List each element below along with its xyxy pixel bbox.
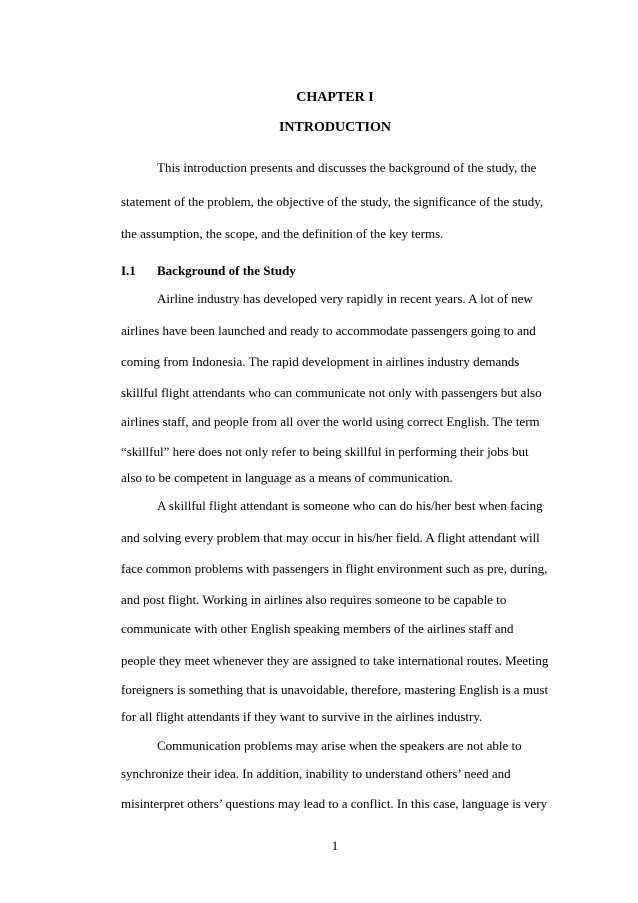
paragraph-line: also to be competent in language as a means of communication. — [121, 470, 453, 485]
paragraph-line: people they meet whenever they are assigned to take international routes. Meeting — [121, 653, 549, 668]
section-title: Background of the Study — [157, 263, 296, 278]
paragraph-line: coming from Indonesia. The rapid development in airlines industry demands — [121, 354, 520, 369]
paragraph-line: synchronize their idea. In addition, inability to understand others’ need and — [121, 766, 511, 781]
paragraph-line: “skillful” here does not only refer to being skillful in performing their jobs but — [121, 444, 529, 459]
paragraph-line: A skillful flight attendant is someone who can do his/her best when facing — [157, 498, 543, 513]
intro-line: the assumption, the scope, and the definition of the key terms. — [121, 226, 444, 241]
page-number: 1 — [331, 838, 339, 853]
chapter-label: CHAPTER I — [296, 90, 374, 105]
paragraph-line: and post flight. Working in airlines also requires someone to be capable to — [121, 592, 507, 607]
paragraph-line: for all flight attendants if they want to survive in the airlines industry. — [121, 709, 483, 724]
paragraph-line: and solving every problem that may occur in his/her field. A flight attendant will — [121, 530, 540, 545]
paragraph-line: foreigners is something that is unavoidable, therefore, mastering English is a must — [121, 682, 549, 697]
chapter-title: INTRODUCTION — [278, 120, 391, 135]
intro-line: statement of the problem, the objective of the study, the significance of the study, — [121, 194, 544, 209]
paragraph-line: airlines staff, and people from all over the world using correct English. The term — [121, 414, 540, 429]
section-number: I.1 — [121, 263, 136, 278]
paragraph-line: face common problems with passengers in flight environment such as pre, during, — [121, 561, 548, 576]
paragraph-line: misinterpret others’ questions may lead to a conflict. In this case, language is very — [121, 796, 548, 811]
paragraph-line: communicate with other English speaking members of the airlines staff and — [121, 621, 514, 636]
paragraph-line: Communication problems may arise when the speakers are not able to — [157, 738, 522, 753]
paragraph-line: skillful flight attendants who can communicate not only with passengers but also — [121, 385, 542, 400]
paragraph-line: airlines have been launched and ready to accommodate passengers going to and — [121, 323, 536, 338]
paragraph-line: Airline industry has developed very rapidly in recent years. A lot of new — [157, 291, 533, 306]
intro-line: This introduction presents and discusses the background of the study, the — [157, 160, 537, 175]
